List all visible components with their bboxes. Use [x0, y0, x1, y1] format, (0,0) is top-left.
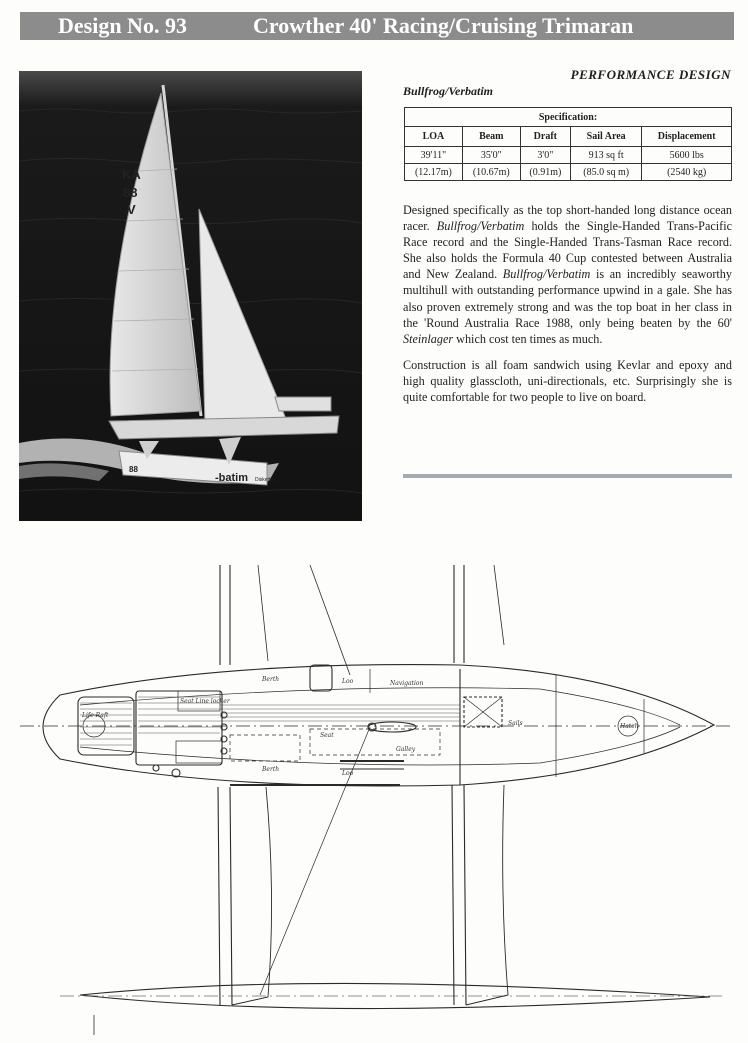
boat-name-ref: Bullfrog/Verbatim [436, 219, 525, 234]
paragraph-1 [403, 202, 732, 347]
rival-boat-ref: Steinlager [403, 331, 454, 346]
spec-header-draft: Draft [520, 127, 570, 147]
hull-text-small: Diskettes [255, 477, 276, 483]
design-number: Design No. 93 [58, 13, 187, 38]
label-loo-bottom: Loo [342, 770, 354, 777]
spec-imperial-row [405, 147, 732, 164]
text-run: is an incredibly seaworthy multihull with outstanding performance upwind in a gale. She has also proven extremely strong and was the top boat in her class in the 'Round Australia Race 1988, only being beaten by the 60' [403, 267, 732, 330]
text-run: Designed specifically as the top short-handed long distance ocean racer. [403, 203, 732, 234]
label-seat: Seat [320, 732, 334, 739]
text-run: which cost ten times as much. [456, 331, 603, 346]
label-berth-bottom: Berth [262, 766, 280, 773]
spec-cell: (0.91m) [520, 164, 570, 181]
spec-header-sail-area: Sail Area [570, 127, 641, 147]
label-galley: Galley [396, 746, 416, 753]
hull-number: 88 [129, 465, 138, 474]
label-navigation: Navigation [390, 680, 424, 687]
text-run: holds the Single-Handed Trans-Pacific Race record and the Single-Handed Trans-Tasman Race record. She also holds the Formula 40 Cup contested between Australia and New Zealand. [403, 219, 733, 282]
boat-name: Bullfrog/Verbatim [403, 84, 494, 98]
description [403, 202, 732, 415]
spec-cell: 3'0" [520, 147, 570, 164]
spec-caption: Specification: [405, 108, 732, 127]
label-berth-top: Berth [262, 676, 280, 683]
page-title: Crowther 40' Racing/Cruising Trimaran [253, 13, 634, 38]
spec-cell: (12.17m) [405, 164, 463, 181]
category-label: PERFORMANCE DESIGN [570, 67, 731, 82]
sail-number-line-2: 88 [123, 185, 138, 200]
spec-cell: (10.67m) [462, 164, 520, 181]
sail-number-line-1: KA [122, 167, 141, 182]
spec-cell: 913 sq ft [570, 147, 641, 164]
deck-plan-drawing [20, 565, 734, 1035]
label-sails: Sails [508, 720, 523, 727]
hull-text: -batim [215, 472, 248, 484]
boat-photo [19, 71, 362, 521]
label-seat-locker: Seat Line locker [180, 698, 230, 705]
spec-metric-row [405, 164, 732, 181]
header-bar [20, 12, 734, 40]
spec-cell: (85.0 sq m) [570, 164, 641, 181]
label-hatch: Hatch [620, 723, 639, 730]
spec-header-beam: Beam [462, 127, 520, 147]
spec-cell: 5600 lbs [642, 147, 732, 164]
paragraph-2: Construction is all foam sandwich using Kevlar and epoxy and high quality glasscloth, uni-directionals, etc. Surprisingly she is quite comfortable for two people to live on board. [403, 357, 732, 405]
boat-name-ref: Bullfrog/Verbatim [502, 267, 591, 282]
label-life-raft: Life Raft [82, 712, 109, 719]
section-divider [403, 474, 732, 478]
sail-number-line-3: V [127, 202, 136, 217]
spec-cell: 39'11" [405, 147, 463, 164]
specification-table [404, 107, 732, 181]
label-loo: Loo [342, 678, 354, 685]
spec-cell: (2540 kg) [642, 164, 732, 181]
spec-cell: 35'0" [462, 147, 520, 164]
spec-header-loa: LOA [405, 127, 463, 147]
spec-header-displacement: Displacement [642, 127, 732, 147]
